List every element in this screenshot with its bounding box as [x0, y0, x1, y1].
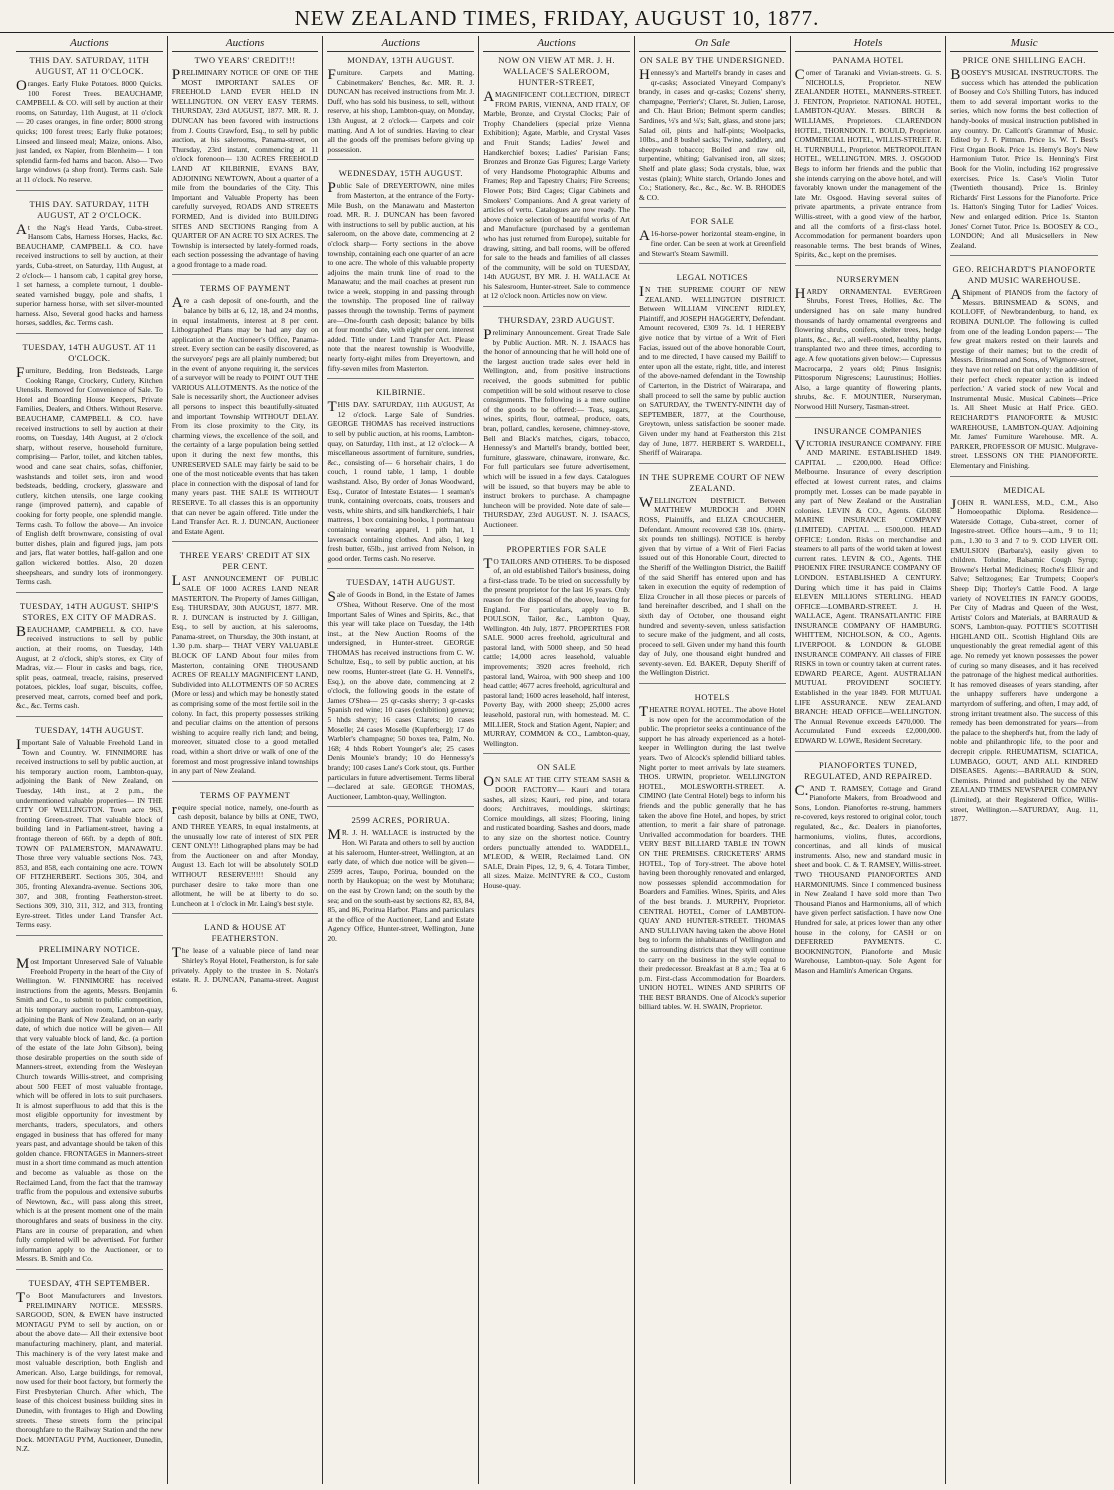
ad-heading: TUESDAY, 14TH AUGUST. — [34, 725, 144, 736]
ad-heading: ON SALE BY THE UNDERSIGNED. — [639, 55, 785, 65]
ad-heading: TUESDAY, 4TH SEPTEMBER. — [28, 1277, 151, 1288]
ad-body: C.AND T. RAMSEY, Cottage and Grand Pianoforte Makers, from Broadwood and Sons, London. Pianofortes re-strung, hammers re-covered, keys restored to original color, touch regulated, &c., &c. Dealers in pianofortes, harmoniums, violins, flutes, accordions, concertinas, and all kinds of musical instruments. Also, new and standard music in sheet and book. C. & T. RAMSEY, Willis-street. TWO THOUSAND PIANOFORTES AND HARMONIUMS. Since I commenced business in New Zealand I have sold more than Two Thousand Pianos and Harmoniums, all of which have given perfect satisfaction. I have now One Hundred for sale, at prices lower than any other house in the colony, for CASH or on DEFERRED PAYMENTS. C. BOOKNINGTON, Pianoforte and Music Warehouse, Lambton-quay. Sole Agent for Mason and Hamlin's American Organs. — [794, 782, 942, 975]
masthead: NEW ZEALAND TIMES, FRIDAY, AUGUST 10, 1877. — [0, 4, 1114, 33]
advertisement — [172, 283, 319, 542]
ad-heading: LAND & HOUSE AT FEATHERSTON. — [204, 922, 286, 944]
ad-body: TO TAILORS AND OTHERS. To be disposed of, an old established Tailor's business, doing a first-class trade. To be tried on successfully by the present proprietor for the last 16 years. Only reason for the disposal of the above, leaving for England. For particulars, apply to B. POULSON, Tailor, &c., Lambton Quay, Wellington. 4th July, 1877. PROPERTIES FOR SALE. 9000 acres freehold, agricultural and pastoral land, with 5000 sheep, and 50 head cattle; 14,000 acres leasehold, valuable improvements; 3920 acres freehold, rich pastoral land, Wairoa, with 900 sheep and 100 head cattle; 4677 acres freehold, agricultural and pastoral land; 1600 acres leasehold, half interest, Poverty Bay, with 2000 sheep; 25,000 acres leasehold, pastoral run, with homestead. M. C. MILLIER, Stock and Station Agent, Napier; and MURRAY, COMMON & CO., Lambton-quay, Wellington. — [483, 555, 630, 748]
ad-body: Furniture, Bedding, Iron Bedsteads, Large Cooking Range, Crockery, Cutlery, Kitchen Utensils. Removed for Convenience of Sale. To Hotel and Boarding House Keepers, Private Families, Dealers, and Others. Without Reserve. BEAUCHAMP, CAMPBELL & CO. have received instructions to sell by auction at their rooms, on Tuesday, 14th August, at 2 o'clock sharp, without reserve, household furniture, comprising— Parlor, toilet, and kitchen tables, wood and cane seat chairs, sofas, chiffonier, washstands and toilet sets, iron and wood bedsteads, bedding, crockery, glassware and cutlery, kitchen utensils, one large cooking range (improved pattern), and capable of cooking for forty people, one splendid mangle. Terms cash. To follow the above— An invoice of English delft brownware, consisting of oval butter dishes, plain and figured jugs, jam pots and jars, flat water bottles, half-gallon and one gallon wickered bottles. Also, 20 dozen sheepshears, and sundry lots of ironmongery. Terms cash. — [16, 365, 163, 587]
advertisement — [795, 55, 942, 266]
ad-heading: KILBIRNIE. — [376, 387, 426, 398]
ad-heading: FOR SALE — [690, 216, 735, 227]
ad-body: MR. J. H. WALLACE is instructed by the Hon. Wi Parata and others to sell by auction at his saleroom, Hunter-street, Wellington, at an early date, of which due notice will be given— 2599 acres, Taupo, Porirua, bounded on the north by Haukopua; on the west by Motuhara; on the east by Crown land; on the south by the sea; and on the south-east by sections 82, 83, 84, 85, and 86, Porirua Harbor. Plans and particulars at the office of the Auctioneer, Land and Estate Agency Office, Hunter-street, Wellington, June 20. — [327, 827, 475, 943]
column-7 — [946, 36, 1102, 1484]
column-header: On Sale — [639, 36, 786, 52]
ad-body: Preliminary Announcement. Great Trade Sale by Public Auction. MR. N. J. ISAACS has the honor of announcing that he will hold one of the largest auction trade sales ever held in Wellington, and, from positive instructions received, the goods submitted for public competition will be sold without reserve to close consignments. The following is a mere outline of the goods to be offered:— Teas, sugars, wines, spirits, flour, oatmeal, produce, oats, bran, pollard, candles, kerosene, chimney-stove, Bell and Black's matches, cigars, tobacco, Hennessy's and Martell's brandy, bottled beer, furniture, glassware, chinaware, ironware, &c. For full particulars see future advertisement, which will be issued in a few days. Catalogues will be issued, so that buyers may be able to instruct brokers to purchase. A champagne luncheon will be provided. Note date of sale— THURSDAY, 23rd AUGUST. N. J. ISAACS, Auctioneer. — [483, 327, 630, 529]
ad-body: A16-horse-power horizontal steam-engine, in fine order. Can be seen at work at Greenfield and Stewart's Steam Sawmill. — [638, 228, 786, 258]
advertisement — [639, 472, 786, 684]
column-5 — [635, 36, 791, 1484]
ad-body: Corner of Taranaki and Vivian-streets. G. S. NICHOLLS, Proprietor. NEW ZEALANDER HOTEL, MANNERS-STREET. J. FENTON, Proprietor. NATIONAL HOTEL, LAMBTON-QUAY. Messrs. BIRCH & WILLIAMS, Proprietors. CLARENDON HOTEL, THORNDON. T. BOULD, Proprietor. COMMERCIAL HOTEL, WILLIS-STREET. R. H. TURNBULL, Proprietor. METROPOLITAN HOTEL, WELLINGTON. MRS. J. OSGOOD Begs to inform her friends and the public that she intends carrying on the above hotel, and will favorably known under the management of the late Mr. Osgood. Having several suites of private apartments, a private entrance from Willis-street, with a good view of the harbor, and all the comforts of a first-class hotel. Accommodation for permanent boarders upon reasonable terms. The best brands of Wines, Spirits, &c., kept on the premises. — [794, 67, 942, 260]
ad-heading: THREE YEARS' CREDIT AT SIX PER CENT. — [179, 550, 311, 572]
ad-body: LAST ANNOUNCEMENT OF PUBLIC SALE OF 1000 ACRES LAND NEAR MASTERTON. The Property of James Gilligan, Esq. THURSDAY, 30th AUGUST, 1877. MR. R. J. DUNCAN is instructed by J. Gilligan, Esq., to sell by auction, at his salerooms, Panama-street, on Thursday, the 30th instant, at 1.30 p.m. sharp— THAT VERY VALUABLE BLOCK OF LAND About four miles from Masterton, containing ONE THOUSAND ACRES OF REALLY MAGNIFICENT LAND, Subdivided into ALLOTMENTS OF 50 ACRES (More or less) and which may be honestly stated as comprising some of the most fertile soil in the colony. In fact, this property possesses striking and peculiar claims on the attention of persons wishing to acquire really rich land; and being, moreover, situated close to a good metalled road, within a short drive or walk of one of the foremost and most progressive inland townships in any part of New Zealand. — [171, 573, 319, 776]
ad-body: require special notice, namely, one-fourth as cash deposit, balance by bills at ONE, TWO, AND THREE YEARS, In equal instalments, at the unusually low rate of interest of SIX PER CENT ONLY!! Lithographed plans may be had from the Auctioneer on and after Monday, August 13. Each lot will be absolutely SOLD WITHOUT RESERVE!!!!! Should any purchaser desire to take more than one allotment, he will be at liberty to do so. Luncheon at 1 o'clock in Mr. Laing's best style. — [171, 801, 319, 908]
advertisement — [327, 168, 474, 379]
ad-heading: INSURANCE COMPANIES — [814, 425, 922, 436]
column-header: Auctions — [327, 36, 474, 52]
advertisement — [327, 55, 474, 160]
ad-body: IN THE SUPREME COURT OF NEW ZEALAND. WELLINGTON DISTRICT. Between WILLIAM VINCENT RIDLEY, Plaintiff, and JOSEPH HAGGERTY, Defendant. Amount recovered, £309 7s. 1d. I HEREBY give notice that by virtue of a Writ of Fieri Facias, issued out of the above honorable Court, and to me directed, I have caused my Bailiff to enter upon all the estate, right, title, and interest of the above-named defendant in the Township of Carterton, in the District of Wairarapa, and shall proceed to sell the same by public auction on SATURDAY, the TWENTY-NINTH day of SEPTEMBER, 1877, at the Courthouse, Greytown, unless satisfaction be sooner made. Given under my hand at Featherston this 21st day of June, 1877. HERBERT S. WARDELL, Sheriff of Wairarapa. — [638, 284, 786, 458]
ad-heading: THIS DAY. SATURDAY, 11TH AUGUST, AT 11 O'CLOCK. — [29, 55, 150, 76]
ad-body: BOOSEY'S MUSICAL INSTRUCTORS. The success which has attended the publication of Boosey and Co's Shilling Tutors, has induced them to add several important works to the series, which now forms the best collection of handy-books of musical instruction published in any country. Dr. Callcott's Grammar of Music. Edited by J. F. Pittman. Price 1s. W. T. Best's First Organ Book. Price 1s. Hemy's Boy's New Harmonium Tutor. Price 1s. Henning's First Book for the Violin, including 162 progressive exercises. Price 1s. Case's Violin Tutor (Twentieth thousand). Price 1s. Brinley Richards' First Lessons for the Pianoforte. Price 1s. Hatton's Singing Tutor for Ladies' Voices. New and enlarged edition. Price 1s. Stanton Jones' Cornet Tutor. Price 1s. BOOSEY & CO., LONDON; And all Musicsellers in New Zealand. — [950, 67, 1098, 250]
column-header: Auctions — [16, 36, 163, 52]
ad-body: THEATRE ROYAL HOTEL. The above Hotel is now open for the accommodation of the public. The proprietor seeks a continuance of the support he has already experienced as a hotel-keeper in Wellington during the last twelve years. Two of Alcock's splendid billiard tables. Night porter to meet arrivals by late steamers. THOS. URWIN, proprietor. WELLINGTON HOTEL, MOLESWORTH-STREET. A. CIMINO (late Central Hotel) begs to inform his friends and the public generally that he has taken the above fine Hotel, and hopes, by strict attention, to merit a fair share of patronage. Unrivalled accommodation for boarders. THE VERY BEST BILLIARD TABLE IN TOWN ON THE PREMISES. CRICKETERS' ARMS HOTEL, Top of Tory-street. The above hotel having been thoroughly renovated and enlarged, now possesses splendid accommodation for Boarders and Families. Wines, Spirits, and Ales of the best brands. J. MURPHY, Proprietor. CENTRAL HOTEL, Corner of LAMBTON-QUAY AND HUNTER-STREET. THOMAS AND SULLIVAN having taken the above Hotel beg to inform the inhabitants of Wellington and the surrounding districts that they will continue to carry on the business in the style equal to their predecessor. Breakfast at 8 a.m.; Tea at 6 p.m. First-class Accommodation for Boarders. UNION HOTEL. WINES AND SPIRITS OF THE BEST BRANDS. One of Alcock's superior billiard tables. W. H. SWAIN, Proprietor. — [638, 704, 786, 1012]
column-2 — [168, 36, 324, 1484]
column-6 — [791, 36, 947, 1484]
ad-heading: MEDICAL — [1003, 484, 1046, 495]
ad-body: The lease of a valuable piece of land near Shirley's Royal Hotel, Featherston, is for sale privately. Apply to the trustee in S. Nolan's estate. R. J. DUNCAN, Panama-street. August 6. — [171, 945, 319, 994]
ad-body: AShipment of PIANOS from the factory of Messrs. BRINSMEAD & SONS, and KOLLOFF, of Newbrandenburg, to hand, ex ROBINA DUNLOP. The following is culled from one of the leading London papers:— 'The few great makers rested on their laurels and prestige of their names; but to the credit of Messrs. Brinsmead and Sons, of Wigmore-street, they have not relied on that only: the addition of their perfect check repeater action is indeed perfection.' A varied stock of new Vocal and Instrumental Music. Musical Cabinets—Price 1s. All Sheet Music at Half Price. GEO. REICHARDT'S PIANOFORTE & MUSIC WAREHOUSE, LAMBTON-QUAY. Adjoining Mr. James' Furniture Warehouse. MR. A. PARKER, PROFESSOR OF MUSIC. Mulgrave-street. LESSONS ON THE PIANOFORTE. Elementary and Finishing. — [950, 287, 1098, 470]
ad-heading: PANAMA HOTEL — [832, 55, 904, 65]
column-4 — [479, 36, 635, 1484]
ad-body: JOHN R. WANLESS, M.D., C.M., Also Homoeopathic Diploma. Residence—Waterside Cottage, Cuba-street, corner of Ingestre-street. Office hours—a.m., 9 to 11; p.m., 1.30 to 3 and 7 to 9. COD LIVER OIL EMULSION (Barbara's), easily given to children. Tolutine, Balsamic Cough Syrup; Browne's Herbal Medicines; Roche's Elixir and Salve; Seltzogenes; Ear Trumpets; Cooper's Sheep Dip; Thorley's Cattle Food. A large variety of NOVELTIES IN FANCY GOODS, Per City of Madras and Queen of the West, Artists' Colors and Materials, at BARRAUD & SON'S, Lambton-quay. POTTIE'S SCOTTISH HIGHLAND OIL. Scottish Highland Oils are unquestionably the great remedial agent of this age. No remedy yet known possesses the power of curing so many diseases, and it has received the patronage of the highest medical authorities. It has removed diseases of years standing, after the unhappy sufferers have undergone a martyrdom of suffering, and often, I may add, of strong irritant treatment also. The success of this remedy has been demonstrated for years—from the palace to the shepherd's hut, from the lady of noble and philanthropic life, to the poor and decrepit cripple. RHEUMATISM, SCIATICA, LUMBAGO, GOUT, AND ALL KINDRED DISEASES. Agents:—BARRAUD & SON, Chemists. Printed and published by the NEW ZEALAND TIMES NEWSPAPER COMPANY (Limited), at their Registered Office, Willis-street, Wellington.—SATURDAY, Aug. 11, 1877. — [950, 496, 1098, 824]
advertisement — [639, 216, 786, 264]
ad-heading: HOTELS — [694, 692, 730, 703]
ad-body: Oranges. Early Fluke Potatoes. 8000 Quicks. 100 Forest Trees. BEAUCHAMP, CAMPBELL & CO. will sell by auction at their rooms, on Saturday, 11th August, at 11 o'clock— 20 cases oranges, in fine order; 8000 strong quicks; 100 forest trees; Early fluke potatoes; Linseed and linseed meal; Maize, onions. Also, just landed, ex Napier, from Blenheim— 1 ton splendid farm-fed hams and bacon. Also— Two large windows (a shop front). Terms cash. Sale at 11 o'clock. No reserve. — [16, 78, 163, 184]
ad-heading: PRICE ONE SHILLING EACH. — [962, 55, 1086, 65]
advertisement — [950, 485, 1098, 829]
ad-body: To Boot Manufacturers and Investors. PRELIMINARY NOTICE. MESSRS. SARGOOD, SON, & EWEN have instructed MONTAGU PYM to sell by auction, on or about the above date— All their extensive boot manufacturing machinery, plant, and material. This machinery is of the very latest make and most valuable description, both English and American. Also, Large buildings, for removal, now used for their boot factory, but formerly the First Presbyterian Church. After which, The lease of this choicest business building sites in Dunedin, with frontages to High and Dowling streets. These streets form the principal thoroughfare to the Railway Station and the new Dock. MONTAGU PYM, Auctioneer, Dunedin, N.Z. — [16, 1289, 163, 1454]
advertisement — [16, 1278, 163, 1459]
ad-heading: TUESDAY, 14TH AUGUST. — [346, 577, 456, 588]
column-1 — [12, 36, 168, 1484]
column-3 — [323, 36, 479, 1484]
ad-body: Public Sale of DREYERTOWN, nine miles from Masterton, at the entrance of the Forty-Mile Bush, on the Manawatu and Masterton road. MR. R. J. DUNCAN has been favored with instructions to sell by public auction, at his saleroom, on the above date, commencing at 2 o'clock sharp— Forty sections in the above township, containing each one quarter of an acre to one acre. The whole of this valuable property adjoins the main trunk line of road to the Manawatu; and the mail coaches at present run twice a week, stopping in and passing through the township. The proposed line of railway passes through the township. Terms of payment are—One-fourth cash deposit; balance by bills at four months' date, with eight per cent. interest added. Title under Land Transfer Act. Please note that the nearest township is Woodville, nearly forty-eight miles from Dreyertown, and fifty-seven miles from Masterton. — [327, 180, 475, 373]
advertisement — [795, 274, 942, 418]
column-header: Hotels — [795, 36, 942, 52]
ad-heading: PRELIMINARY NOTICE. — [38, 943, 141, 954]
advertisement — [327, 577, 474, 807]
ad-heading: PIANOFORTES TUNED, REGULATED, AND REPAIRED. — [803, 759, 933, 781]
advertisement — [172, 550, 319, 781]
ad-body: Furniture. Carpets and Matting. Cabinetmakers' Benches, &c. MR. R. J. DUNCAN has received instructions from Mr. J. Duff, who has sold his business, to sell, without reserve, at his shop, Lambton-quay, on Monday, 13th August, at 2 o'clock— Carpets and coir matting. And A lot of sundries. Having to clear all the goods off the premises before giving up possession. — [327, 67, 475, 154]
advertisement — [16, 944, 163, 1270]
advertisement — [483, 762, 630, 895]
ad-body: BEAUCHAMP, CAMPBELL & CO. have received instructions to sell by public auction, at their rooms, on Tuesday, 14th August, at 2 o'clock, ship's stores, ex City of Madras, viz.— Flour in casks and bags, rice, split peas, oatmeal, treacle, raisins, preserved potatoes, pickles, loaf sugar, biscuits, coffee, preserved meat, carrots, corned beef and pork, &c., &c. Terms cash. — [16, 623, 163, 711]
ad-heading: TUESDAY, 14TH AUGUST. SHIP'S STORES, EX CITY OF MADRAS. — [19, 600, 159, 622]
ad-heading: GEO. REICHARDT'S PIANOFORTE AND MUSIC WAREHOUSE. — [952, 264, 1096, 286]
advertisement — [16, 342, 163, 593]
ad-body: Are a cash deposit of one-fourth, and the balance by bills at 6, 12, 18, and 24 months, in equal instalments, interest at 8 per cent. Lithographed Plans may be had any day on application at the Auctioneer's Office, Panama-street. Every section can be easily discovered, as the surveyors' pegs are all plainly numbered; but in the event of anyone requiring it, the services of a surveyor will be ready to POINT OUT THE VARIOUS ALLOTMENTS. As the notice of the Sale is necessarily short, the Auctioneer advises all persons to inspect this beautifully-situated and important Township WITHOUT DELAY. From its close proximity to the City, its charming views, the excellence of the soil, and the certainty of a large population being settled upon it during the next few months, this UNRESERVED SALE may fairly be said to be one of the most noticeable events that has taken place in connection with the disposal of land for many years past. THE SALE IS WITHOUT RESERVE. To all classes this is an opportunity that can never be again offered. Title under the Land Transfer Act. R. J. DUNCAN, Auctioneer and Estate Agent. — [171, 295, 319, 536]
ad-heading: MONDAY, 13TH AUGUST. — [347, 55, 455, 65]
ad-body: Hennessy's and Martell's brandy in cases and qr-casks; Associated Vineyard Company's brandy, in cases and qr-casks; Cozens' sherry, champagne, 'Perrier's'; Claret, St. Julien, Larose, and Ch. Haut Brion; Belmont sperm candles; Sardines, ½'s and ¼'s; Salt, glass, and stone jars; Salad oil, pints and half-pints; Woolpacks, 10lbs., and 8 bushel sacks; Twine, saddlery, and sheepwash tobacco; Boiled and raw oil, turpentine, whiting; Galvanised iron, all sizes; Shelf and plate glass; Soda crystals, blue, wax vestas (plain); White starch, Orlando Jones and Co.; Stationery, &c., &c., &c. W. B. RHODES & CO. — [638, 67, 786, 202]
column-header: Music — [950, 36, 1098, 52]
ad-heading: TERMS OF PAYMENT — [199, 283, 291, 294]
ad-body: THIS DAY. SATURDAY, 11th AUGUST, At 12 o'clock. Large Sale of Sundries. GEORGE THOMAS has received instructions to sell by public auction, at his rooms, Lambton-quay, on Saturday, 11th inst., at 12 o'clock— A miscellaneous assortment of furniture, sundries, &c., consisting of— 6 horsehair chairs, 1 do couch, 1 round table, 1 lamp, 1 double washstand. Also, By order of Jonas Woodward, Esq., Curator of Intestate Estates— 1 seaman's trunk, containing overcoats, coats, trousers and vests, white shirts, and silk handkerchiefs, 1 hair mattress, 1 box containing books, 1 portmanteau containing wearing apparel, 1 pith hat, 1 lavensack containing clothes. And also, 1 keg fresh butter, 65lb., just arrived from Nelson, in good order. Terms cash. No reserve. — [327, 399, 475, 563]
ad-heading: PROPERTIES FOR SALE — [506, 543, 607, 554]
ad-heading: TERMS OF PAYMENT — [199, 789, 291, 800]
ad-heading: NURSERYMEN — [836, 273, 900, 284]
ad-heading: LEGAL NOTICES — [676, 272, 749, 283]
ad-heading: THURSDAY, 23RD AUGUST. — [498, 315, 615, 326]
advertisement — [172, 55, 319, 275]
ad-heading: TWO YEARS' CREDIT!!! — [194, 55, 296, 65]
advertisement — [16, 725, 163, 936]
ad-body: Most Important Unreserved Sale of Valuable Freehold Property in the heart of the City of Wellington. W. FINNIMORE has received instructions from the agents, Messrs. Benjamin Smith and Co., to submit to public competition, at his temporary auction room, Lambton-quay, adjoining the Bank of New Zealand, on an early date, of which due notice will be given— All that very valuable block of land, &c. (a portion of the estate of the late John Gibson), being those desirable properties on the south side of Manners-street, extending from the Wesleyan Church towards Willis-street, and comprising about 500 FEET of most valuable frontage, which will be offered in lots to suit purchasers. It is almost superfluous to add that this is the most eligible opportunity for investment by merchants, traders, speculators, and others engaged in business that has offered for many years past, and advantage should be taken of this golden chance. FRONTAGES in Manners-street must in a short time command as much attention and become as valuable as those on the Reclaimed Land, from the fact that the tramway traffic from the populous and extensive suburbs of Newtown, &c., will pass along this street, which is at the present moment one of the main thoroughfares and seats of business in the city. Plans are in course of preparation, and when fully completed will be advertised. For further information apply to the Auctioneer, or to Messrs. B. Smith and Co. — [16, 955, 163, 1264]
advertisement — [950, 55, 1098, 256]
ad-heading: IN THE SUPREME COURT OF NEW ZEALAND. — [639, 471, 786, 493]
ad-heading: NOW ON VIEW AT MR. J. H. WALLACE'S SALEROOM, HUNTER-STREET, — [498, 55, 615, 87]
ad-body: VICTORIA INSURANCE COMPANY. FIRE AND MARINE. ESTABLISHED 1849. CAPITAL ... £200,000. Head Office: Melbourne. Insurance of every description effected at lowest current rates, and claims promptly met. Losses can be made payable in any part of New Zealand or the Australian colonies. LEVIN & CO., Agents. GLOBE MARINE INSURANCE COMPANY (LIMITED). CAPITAL ... £500,000. HEAD OFFICE: London. Risks on merchandise and steamers to all parts of the world taken at lowest current rates. LEVIN & CO., Agents. THE PHOENIX FIRE INSURANCE COMPANY OF LONDON. ESTABLISHED A CENTURY. During which time it has paid in Claims ELEVEN MILLIONS STERLING. HEAD OFFICE—LOMBARD-STREET. J. H. WALLACE, Agent. TRANSATLANTIC FIRE INSURANCE COMPANY OF HAMBURG. WHITTEM, NICHOLSON, & CO., Agents. LIVERPOOL & LONDON & GLOBE INSURANCE COMPANY. All classes of FIRE RISKS in town or country taken at current rates. EDWARD PEARCE, Agent. AUSTRALIAN MUTUAL PROVIDENT SOCIETY. Established in the year 1849. FOR MUTUAL LIFE ASSURANCE. NEW ZEALAND BRANCH: HEAD OFFICE—WELLINGTON. The Annual Revenue exceeds £470,000. The Accumulated Fund exceeds £2,000,000. EDWARD W. LOWE, Resident Secretary. — [794, 437, 942, 745]
ad-heading: ON SALE — [537, 762, 576, 773]
advertisement — [950, 264, 1098, 476]
advertisement — [639, 272, 786, 464]
advertisement — [795, 760, 942, 981]
ad-body: At the Nag's Head Yards, Cuba-street. Hansom Cabs, Harness Horses, Hacks, &c. BEAUCHAMP, CAMPBELL & CO. have received instructions to sell by auction, at their yards, Cuba-street, on Saturday, 11th August, at 2 o'clock— 1 hansom cab, 1 capital grey horse, 1 set harness, a complete turnout, 1 double-seated varnished buggy, pole and shafts, 1 superior harness horse, with set silver-mounted harness. Also, Several good hacks and harness horses, saddles, &c. Terms cash. — [16, 221, 163, 328]
advertisement — [172, 922, 319, 999]
advertisement — [483, 315, 630, 535]
ad-body: ON SALE AT THE CITY STEAM SASH & DOOR FACTORY— Kauri and totara sashes, all sizes; Kauri, red pine, and totara doors; Architraves, mouldings, skirtings; Cornice mouldings, all sizes; Flooring, lining and rusticated boarding. Sashes and doors, made to any size on the shortest notice. Country orders punctually attended to. WADDELL, M'LEOD, & WEIR, Reclaimed Land. ON SALE, Drain Pipes, 12, 9, 6, 4. Totara Timber, all sizes. Maize. McINTYRE & CO., Custom House-quay. — [483, 774, 630, 890]
advertisement — [639, 55, 786, 208]
ad-body: Sale of Goods in Bond, in the Estate of James O'Shea, Without Reserve. One of the most Important Sales of Wines and Spirits, &c., that this year will take place on Tuesday, the 14th inst., at the New Auction Rooms of the undersigned, in Hunter-street. GEORGE THOMAS has received instructions from C. W. Schultze, Esq., to sell by public auction, at his new rooms, Hunter-street (late G. H. Vennell's, Esq.), on the above date, commencing at 2 o'clock, the following goods in the estate of James O'Shea— 25 qr-casks sherry; 3 qr-casks Spanish red wine; 10 cases (exhibition) geneva; 5 hhds sherry; 16 cases Clarets; 10 cases Moselle; 24 cases Moselle (Kupferberg); 17 do Warbler's champagne; 50 boxes tea, Palm, No. 168; 4 hhds Robert Younger's ale; 25 cases Denis Mounie's brandy; 10 do Hennessy's brandy; 100 cases Lane's Cork stout, qts. Further particulars in future advertisement. Terms liberal—declared at sale. GEORGE THOMAS, Auctioneer, Lambton-quay, Wellington. — [327, 589, 475, 801]
advertisement — [639, 692, 786, 1017]
ad-body: HARDY ORNAMENTAL EVERGreen Shrubs, Forest Trees, Hollies, &c. The undersigned has on sale many hundred thousands of hardy ornamental evergreens and flowering shrubs, conifers, shelter trees, hedge plants, &c., &c., all well-rooted, healthy plants, transplanted two and three times, according to age. A few quotations given below:— Cupressus Macrocarpa, 2 years old; Pinus Insignis; Pittosporum Nigrescens; Laurustinus; Hollies. Also, a large quantity of flowering plants, shrubs, &c. F. MOUNTIER, Nurseryman, Norwood Hill Nursery, Tasman-street. — [794, 285, 942, 411]
advertisement — [327, 815, 474, 948]
ad-body: Important Sale of Valuable Freehold Land in Town and Country. W. FINNIMORE has received instructions to sell by public auction, at his temporary auction room, Lambton-quay, adjoining the Bank of New Zealand, on Tuesday, 14th inst., at 2 p.m., the undermentioned valuable properties— IN THE CITY OF WELLINGTON. Town acre 963, fronting Green-street. That valuable block of building land in Parliament-street, having a frontage thereon of 66ft. by a depth of 80ft. TOWN OF PALMERSTON, MANAWATU. Those three very valuable sections Nos. 743, 853, and 858, each containing one acre. TOWN OF FITZHERBERT. Sections 305, 304, and 305, fronting Alexandra-avenue. Sections 306, 307, and 308, fronting Featherston-street. Sections 309, 310, 311, 312, and 313, fronting Eyre-street. Titles under Land Transfer Act. Terms easy. — [16, 737, 163, 930]
column-header: Auctions — [483, 36, 630, 52]
advertisement — [483, 544, 630, 755]
ad-body: AMAGNIFICENT COLLECTION, DIRECT FROM PARIS, VIENNA, AND ITALY, OF Marble, Bronze, and Crystal Clocks; Pair of Trophy Chandeliers (special prize Vienna Exhibition); Agate, Marble, and Crystal Vases and Fruit Stands; Ladies' Jewel and Handkerchief boxes; Ladies' Parisian Fans; Bronzes and Bronze Gas Figures; Large Variety of very Handsome Photographic Albums and Frames; Rep and Tapestry Chairs; Fire Screens; Flower Pots; Bird Cages; Cigar Cabinets and Smokers' Companions. And A great variety of articles of vertu. Catalogues are now ready. The above choice selection of beautiful works of Art and Manufacture (purchased by a gentleman who has just returned from Europe), suitable for drawing, sitting, and ball rooms, will be offered for sale to the heads and families of all classes of the community, will be sold on TUESDAY, 14th AUGUST, BY MR. J. H. WALLACE At his Salesroom, Hunter-street. Sale to commence at 12 o'clock noon. Articles now on view. — [483, 89, 630, 301]
ad-body: PRELIMINARY NOTICE OF ONE OF THE MOST IMPORTANT SALES OF FREEHOLD LAND EVER HELD IN WELLINGTON. ON VERY EASY TERMS. THURSDAY, 23rd AUGUST, 1877. MR. R. J. DUNCAN has been favored with instructions from J. Coutts Crawford, Esq., to sell by public auction, at his salerooms, Panama-street, on Thursday, 23rd instant, commencing at 11 o'clock forenoon— 130 ACRES FREEHOLD LAND AT KILBIRNIE, EVANS BAY, ADJOINING NEWTOWN, About a quarter of a mile from the boundaries of the City. This Important and Valuable Property has been carefully surveyed, ROADS AND STREETS FORMED, And is divided into BUILDING SITES AND SECTIONS Ranging from A QUARTER OF AN ACRE TO SIX ACRES. The Township is intersected by lately-formed roads, each section possessing the advantage of having a good frontage to a made road. — [171, 67, 319, 269]
ad-heading: 2599 ACRES, PORIRUA. — [351, 815, 451, 826]
ad-heading: THIS DAY. SATURDAY, 11TH AUGUST, AT 2 O'CLOCK. — [29, 198, 150, 220]
ad-body: WELLINGTON DISTRICT. Between MATTHEW MURDOCH and JOHN ROSS, Plaintiffs, and ELIZA CROUCHER, Defendant. Amount recovered £38 10s. (thirty-six pounds ten shillings). NOTICE is hereby given that by virtue of a Writ of Fieri Facias issued out of this Honorable Court, directed to the Sheriff of the Wellington District, the Bailiff of the said Sheriff has entered upon and has taken in execution the equity of redemption of Eliza Croucher in all those pieces or parcels of land hereinafter described, and I shall on the sixth day of October, one thousand eight hundred and seventy-seven, unless satisfaction to secure make of the judgment, and all costs, proceed to sell. Given under my hand this fourth day of July, one thousand eight hundred and seventy-seven. Ed. BAKER, Deputy Sheriff of the Wellington District. — [638, 494, 786, 678]
advertisement — [172, 790, 319, 915]
advertisement — [795, 426, 942, 752]
ad-heading: WEDNESDAY, 15TH AUGUST. — [338, 168, 463, 179]
advertisement — [483, 55, 630, 307]
ad-heading: TUESDAY, 14TH AUGUST. AT 11 O'CLOCK. — [22, 342, 157, 364]
column-header: Auctions — [172, 36, 319, 52]
advertisement — [16, 55, 163, 191]
advertisement — [16, 199, 163, 335]
columns-container — [12, 36, 1102, 1484]
advertisement — [16, 601, 163, 717]
advertisement — [327, 387, 474, 569]
